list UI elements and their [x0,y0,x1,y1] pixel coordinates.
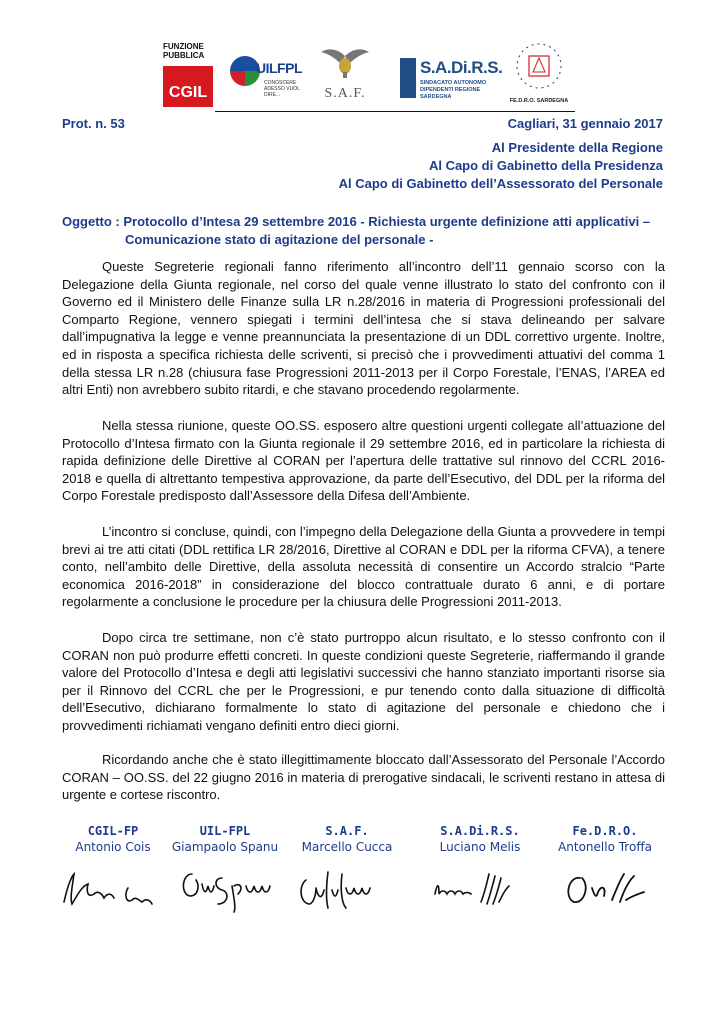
subject-line-2: Comunicazione stato di agitazione del personale - [125,232,434,247]
body-paragraph-4: Dopo circa tre settimane, non c’è stato purtroppo alcun risultato, e lo stesso confronto con il CORAN non può produrre effetti concreti. In queste condizioni queste Segreterie, riaffermando il grande valore del Protocollo d’Intesa e degli atti legislativi successivi che hanno stanziato importanti risorse sia per il Rinnovo del CCRL che per le Progressioni, e pur tenendo conto dalla situazione di difficoltà dell’Esecutivo, dichiarano formalmente lo stato di agitazione del personale e chiedono che i provvedimenti richiamati vengano definiti entro dieci giorni. [62,630,665,733]
union-logos [160,42,575,112]
body-paragraph-5: Ricordando anche che è stato illegittimamente bloccato dall’Assessorato del Personale l’Accordo CORAN – OO.SS. del 22 giugno 2016 in materia di prerogative sindacali, le scriventi restano in attesa di urgente e cortese riscontro. [62,752,665,803]
date-place: Cagliari, 31 gennaio 2017 [507,116,663,131]
subject-line-1: Oggetto : Protocollo d’Intesa 29 settembre 2016 - Richiesta urgente definizione atti applicativi – [62,214,651,229]
fedro-logo: FE.D.R.O. SARDEGNA [505,42,573,110]
signatory-sadirs: S.A.Di.R.S. Luciano Melis [415,824,545,914]
sadirs-logo: S.A.Di.R.S. SINDACATO AUTONOMO DIPENDENTI REGIONE SARDEGNA [400,58,486,106]
signatory-cgil-fp: CGIL-FP Antonio Cois [48,824,178,914]
protocol-number: Prot. n. 53 [62,116,125,131]
signature-marcello-cucca [292,864,402,914]
cgil-logo: FUNZIONE PUBBLICA CGIL [163,42,213,107]
signature-antonio-cois [58,864,168,914]
signature-giampaolo-spanu [170,864,280,914]
signature-antonello-troffa [550,864,660,914]
recipient-2: Al Capo di Gabinetto della Presidenza [428,158,663,173]
signatory-fedro: Fe.D.R.O. Antonello Troffa [540,824,670,914]
body-paragraph-1: Queste Segreterie regionali fanno riferimento all’incontro dell’11 gennaio scorso con la Delegazione della Giunta regionale, nel corso del quale venne illustrato lo stato del confronto con il Governo ed il Ministero delle Finanze sulla LR n.28/2016 in materia di Progressioni professionali del Comparto Regione, vennero spiegati i termini dell’intesa che si stava delineando per salvare dall’impugnativa la legge e venne preannunciata la presentazione di un DDL correttivo urgente. Inoltre, ed in risposta a specifica richiesta delle scriventi, si precisò che i provvedimenti attuativi del comma 1 della stessa LR n.28 (chiusura fase Progressioni 2011-2013 per il Corpo Forestale, l’ENAS, l’AREA ed altri Enti) non avrebbero subito ritardi, e che stavano procedendo regolarmente. [62,259,665,398]
saf-logo: S.A.F. [315,42,375,108]
signatory-uil-fpl: UIL-FPL Giampaolo Spanu [160,824,290,914]
recipient-1: Al Presidente della Regione [491,140,663,155]
header-rule [215,111,575,112]
signature-luciano-melis [425,864,535,914]
body-paragraph-3: L’incontro si concluse, quindi, con l’impegno della Delegazione della Giunta a provvedere in tempi brevi ai tre atti citati (DDL rettifica LR 28/2016, Direttive al CORAN e DDL per la riforma CFVA), a tenere conto, nell’ambito delle Direttive, della assoluta necessità di consentire un Accordo stralcio “Parte economica 2016-2018” in considerazione del blocco contrattuale durato 6 anni, e di portare regolarmente a conclusione le procedure per la chiusura delle Progressioni 2011-2013. [62,524,665,610]
recipient-3: Al Capo di Gabinetto dell’Assessorato del Personale [338,176,663,191]
body-paragraph-2: Nella stessa riunione, queste OO.SS. esposero altre questioni urgenti collegate all’attuazione del Protocollo d’Intesa firmato con la Giunta regionale il 29 settembre 2016, ed in particolare la richiesta di rapida definizione delle Direttive al CORAN per l’apertura delle trattative sul rinnovo del CCRL 2016-2018 e quella di altrettanto tempestiva approvazione, da parte dell’Esecutivo, del DDL per la riforma del Corpo Forestale predisposto dall’Assessore della Difesa dell’Ambiente. [62,418,665,504]
signatory-saf: S.A.F. Marcello Cucca [282,824,412,914]
uilfpl-logo: UILFPL CONOSCERE ADESSO VUOL DIRE... [230,46,310,106]
